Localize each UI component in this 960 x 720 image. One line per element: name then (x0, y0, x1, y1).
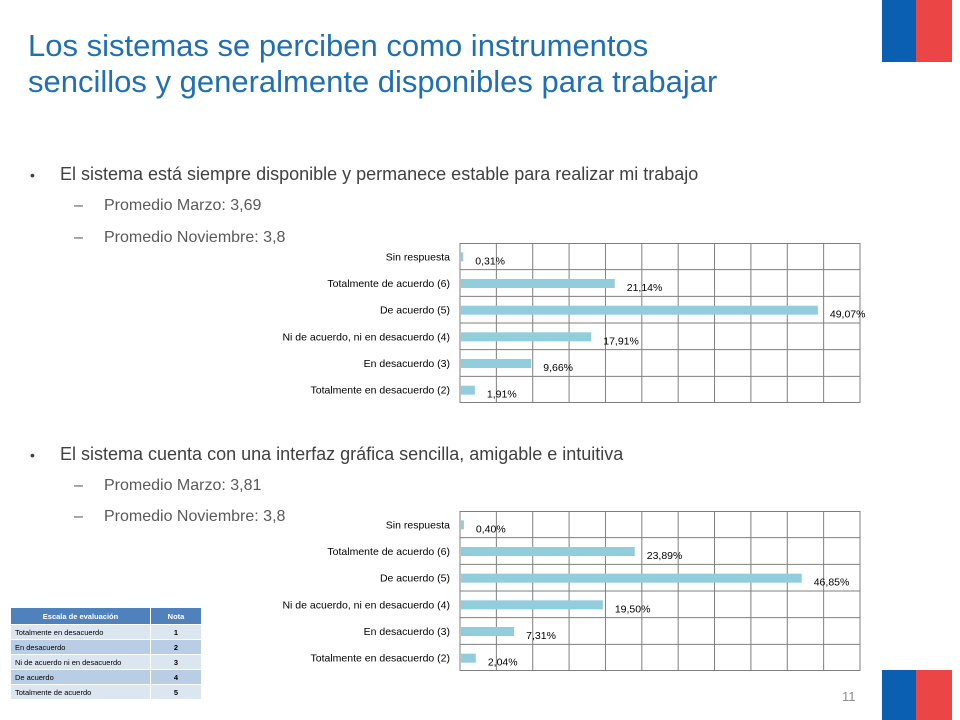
promedio-marzo-1: Promedio Marzo: 3,69 (104, 197, 262, 214)
bar (461, 332, 591, 341)
table-row (11, 625, 202, 640)
scale-header-row (11, 608, 202, 625)
dash: – (74, 229, 83, 246)
dash: – (74, 477, 83, 494)
bar (461, 574, 802, 583)
data-label: 49,07% (829, 308, 866, 321)
scale-label: Ni de acuerdo ni en desacuerdo (11, 655, 151, 670)
chart-1 (240, 243, 880, 403)
category-label: Ni de acuerdo, ni en desacuerdo (4) (282, 331, 450, 344)
data-label: 2,04% (487, 656, 518, 669)
scale-value: 4 (151, 670, 202, 685)
promedio-marzo-2: Promedio Marzo: 3,81 (104, 477, 262, 494)
bullet-2-text: El sistema cuenta con una interfaz gráfica sencilla, amigable e intuitiva (60, 444, 624, 464)
page-title (28, 28, 868, 100)
category-label: Ni de acuerdo, ni en desacuerdo (4) (282, 599, 450, 612)
chart-1-svg (240, 243, 880, 403)
scale-value: 3 (151, 655, 202, 670)
bullet-2 (30, 444, 623, 465)
chart-2-svg (240, 511, 880, 671)
flag-red-stripe (916, 0, 952, 62)
table-row (11, 670, 202, 685)
title-line-1: Los sistemas se perciben como instrumentos (28, 28, 649, 63)
bullet-1-text: El sistema está siempre disponible y permanece estable para realizar mi trabajo (60, 164, 699, 184)
category-label: De acuerdo (5) (379, 572, 450, 585)
flag-red-stripe (916, 670, 952, 720)
data-label: 0,40% (475, 523, 506, 536)
evaluation-scale-table (10, 607, 202, 700)
promedio-noviembre-1: Promedio Noviembre: 3,8 (104, 229, 286, 246)
category-label: Totalmente de acuerdo (6) (327, 278, 450, 290)
sub-bullet-marzo-2 (74, 477, 261, 495)
flag-logo-bottom (882, 670, 952, 720)
table-row (11, 640, 202, 655)
bar (461, 627, 514, 636)
scale-header-escala: Escala de evaluación (11, 608, 151, 625)
scale-header-nota: Nota (151, 608, 202, 625)
bar (461, 306, 818, 315)
table-row (11, 685, 202, 700)
category-label: Totalmente en desacuerdo (2) (310, 652, 450, 665)
flag-blue-stripe (882, 670, 916, 720)
scale-value: 2 (151, 640, 202, 655)
data-label: 7,31% (526, 630, 556, 642)
category-label: En desacuerdo (3) (363, 626, 450, 638)
promedio-noviembre-2: Promedio Noviembre: 3,8 (104, 508, 286, 525)
scale-value: 5 (151, 685, 202, 700)
category-label: En desacuerdo (3) (363, 358, 450, 370)
bar (461, 654, 476, 663)
scale-label: Totalmente en desacuerdo (11, 625, 151, 640)
dash: – (74, 197, 83, 214)
bar (461, 252, 463, 261)
scale-label: De acuerdo (11, 670, 151, 685)
category-label: Sin respuesta (385, 519, 450, 532)
page-number: 11 (842, 689, 856, 704)
data-label: 19,50% (614, 603, 651, 616)
scale-label: En desacuerdo (11, 640, 151, 655)
bar (461, 520, 464, 529)
bar (461, 359, 531, 368)
bullet-dot: • (30, 167, 35, 183)
category-label: Totalmente de acuerdo (6) (327, 546, 450, 558)
category-label: De acuerdo (5) (379, 304, 450, 317)
data-label: 21,14% (626, 282, 663, 294)
data-label: 9,66% (543, 362, 574, 374)
data-label: 1,91% (486, 388, 517, 401)
chart-2 (240, 511, 880, 671)
data-label: 23,89% (646, 550, 683, 562)
sub-bullet-marzo-1 (74, 197, 261, 215)
bar (461, 600, 603, 609)
bar (461, 386, 475, 395)
category-label: Sin respuesta (385, 251, 450, 264)
title-line-2: sencillos y generalmente disponibles para trabajar (28, 64, 718, 99)
data-label: 17,91% (603, 335, 639, 348)
data-label: 0,31% (475, 255, 506, 268)
table-row (11, 655, 202, 670)
bullet-dot: • (30, 447, 35, 463)
dash: – (74, 508, 83, 525)
flag-logo-top (882, 0, 952, 62)
data-label: 46,85% (813, 576, 850, 589)
bar (461, 279, 615, 288)
scale-label: Totalmente de acuerdo (11, 685, 151, 700)
category-label: Totalmente en desacuerdo (2) (310, 384, 450, 397)
scale-value: 1 (151, 625, 202, 640)
bar (461, 547, 635, 556)
bullet-1 (30, 164, 698, 185)
flag-blue-stripe (882, 0, 916, 62)
